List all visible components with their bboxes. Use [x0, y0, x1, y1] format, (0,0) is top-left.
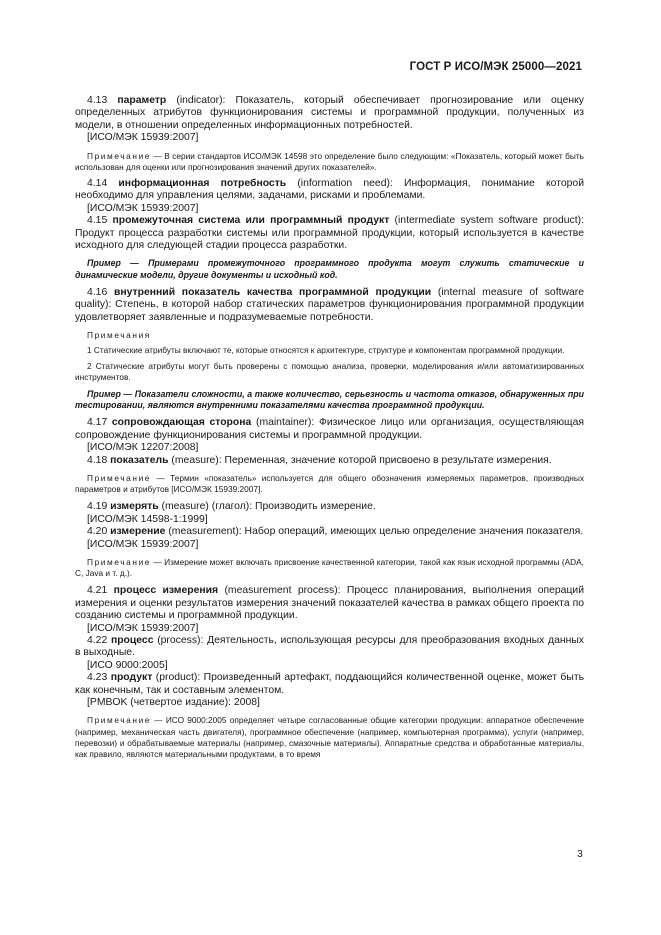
term-number: 4.21: [87, 585, 108, 597]
term-entry-4-20: [75, 526, 584, 538]
note-item-2: 2 Статические атрибуты могут быть проверены с помощью анализа, проверки, моделирования и/или автоматизированных инструментов.: [75, 360, 584, 382]
term-number: 4.19: [87, 501, 108, 513]
term-definition: (product): Произведенный артефакт, поддающийся количественной оценке, может быть как конечным, так и составным элементом.: [75, 672, 584, 696]
reference: [ИСО/МЭК 12207:2008]: [87, 442, 199, 454]
term-entry-4-17: [75, 417, 584, 442]
term-definition: (indicator): Показатель, который обеспечивает прогнозирование или оценку определенных атрибутов функционирования системы и программной продукции, полученных из модели, в отношении определенных информационных потребностей.: [75, 95, 584, 131]
reference: [ИСО 9000:2005]: [87, 659, 168, 671]
example: Пример — Примерами промежуточного программного продукта могут служить статические и динамические модели, другие документы и исходный код.: [75, 258, 584, 280]
term-definition: (process): Деятельность, использующая ресурсы для преобразования входных данных в выходные.: [75, 635, 585, 659]
term-definition: (intermediate system software product): Продукт процесса разработки системы или программной продукции, который используется в качестве исходного для следующей стадии процесса разработки.: [75, 215, 584, 252]
term-entry-4-23: [75, 672, 584, 697]
note-label: Примечание: [87, 556, 152, 567]
term-entry-4-21: [75, 585, 584, 622]
term-number: 4.14: [87, 178, 108, 190]
reference: [ИСО/МЭК 14598-1:1999]: [87, 513, 208, 525]
term-name: параметр: [117, 95, 167, 106]
note: [75, 557, 584, 579]
term-number: 4.15: [87, 215, 108, 227]
note-label: Примечание: [87, 715, 152, 726]
term-name: внутренний показатель качества программной продукции: [113, 286, 432, 298]
term-definition: (internal measure of software quality): Степень, в которой набор статических параметров функционирования программной продукции удовлетворяет заявленные и подразумеваемые потребности.: [75, 286, 584, 323]
term-number: 4.16: [87, 286, 108, 298]
note: [75, 151, 584, 173]
note: [75, 715, 584, 760]
example: Пример — Показатели сложности, а также количество, серьезность и частота отказов, обнаруженных при тестировании, являются внутренними показателями качества программной продукции.: [75, 388, 584, 411]
note-label: Примечание: [87, 150, 152, 161]
term-definition: (measure) (глагол): Производить измерение.: [158, 501, 376, 513]
term-entry-4-16: [75, 287, 584, 324]
reference: [ИСО/МЭК 15939:2007]: [87, 538, 199, 550]
note-text: — В серии стандартов ИСО/МЭК 14598 это определение было следующим: «Показатель, который может быть использован для оценки или прогнозирования значений других показателей».: [75, 150, 584, 172]
reference: [PMBOK (четвертое издание): 2008]: [87, 697, 260, 709]
note-text: — ИСО 9000:2005 определяет четыре согласованные общие категории продукции: аппаратное обеспечение (например, механическая часть двигателя), программное обеспечение (например, компьютерная программа), услуги (например, перевозки) и обрабатываемые материалы (например, смазочные материалы). Аппаратные средства и обработанные материалы, как правило, являются материальными продуктами, в то время: [75, 715, 584, 760]
reference: [ИСО/МЭК 15939:2007]: [87, 622, 199, 634]
term-entry-4-18: [75, 455, 584, 467]
term-entry-4-15: [75, 215, 584, 252]
term-number: 4.17: [87, 417, 108, 429]
term-entry-4-14: [75, 178, 584, 203]
note-item-1: 1 Статические атрибуты включают те, которые относятся к архитектуре, структуре и компонентам программной продукции.: [87, 345, 565, 356]
reference: [ИСО/МЭК 15939:2007]: [87, 132, 199, 144]
note-label: Примечание: [87, 472, 152, 483]
note-text: — Измерение может включать присвоение качественной категории, такой как язык исходной программы (ADA, C, Java и т. д.).: [75, 556, 584, 579]
term-number: 4.23: [87, 672, 108, 684]
term-entry-4-13: [75, 95, 584, 132]
document-id-header: ГОСТ Р ИСО/МЭК 25000—2021: [409, 61, 582, 73]
term-name: измерение: [110, 526, 166, 538]
term-name: процесс: [110, 635, 154, 646]
document-body: [75, 95, 584, 760]
term-entry-4-19: [75, 501, 584, 513]
term-name: информационная потребность: [118, 178, 287, 190]
term-definition: (information need): Информация, понимание которой необходимо для управления целями, задачами, рисками и проблемами.: [75, 178, 584, 202]
term-number: 4.20: [87, 526, 108, 538]
term-name: промежуточная система или программный продукт: [112, 215, 390, 227]
term-definition: (maintainer): Физическое лицо или организация, осуществляющая сопровождение функционирования системы и программной продукции.: [75, 417, 584, 441]
term-number: 4.13: [87, 95, 108, 106]
term-name: измерять: [110, 501, 159, 513]
term-definition: (measurement): Набор операций, имеющих целью определение значения показателя.: [165, 526, 584, 538]
term-number: 4.18: [87, 454, 108, 466]
reference: [ИСО/МЭК 15939:2007]: [87, 202, 199, 214]
page-number: 3: [577, 849, 583, 860]
note: [75, 473, 584, 495]
note-text: — Термин «показатель» используется для общего обозначения измеряемых параметров, производных параметров и атрибутов [ИСО/МЭК 15939:2007].: [75, 472, 584, 495]
notes-heading: Примечания: [87, 330, 151, 341]
term-definition: (measurement process): Процесс планирования, выполнения операций измерения и оценки результатов измерения значений показателей качества в рамках общего проекта по созданию системы и программной продукции.: [75, 585, 585, 622]
term-number: 4.22: [87, 635, 108, 646]
term-name: сопровождающая сторона: [111, 417, 252, 429]
term-entry-4-22: [75, 635, 584, 660]
term-name: показатель: [110, 454, 169, 466]
term-definition: (measure): Переменная, значение которой присвоено в результате измерения.: [168, 454, 552, 466]
term-name: продукт: [110, 672, 153, 684]
term-name: процесс измерения: [113, 585, 219, 597]
